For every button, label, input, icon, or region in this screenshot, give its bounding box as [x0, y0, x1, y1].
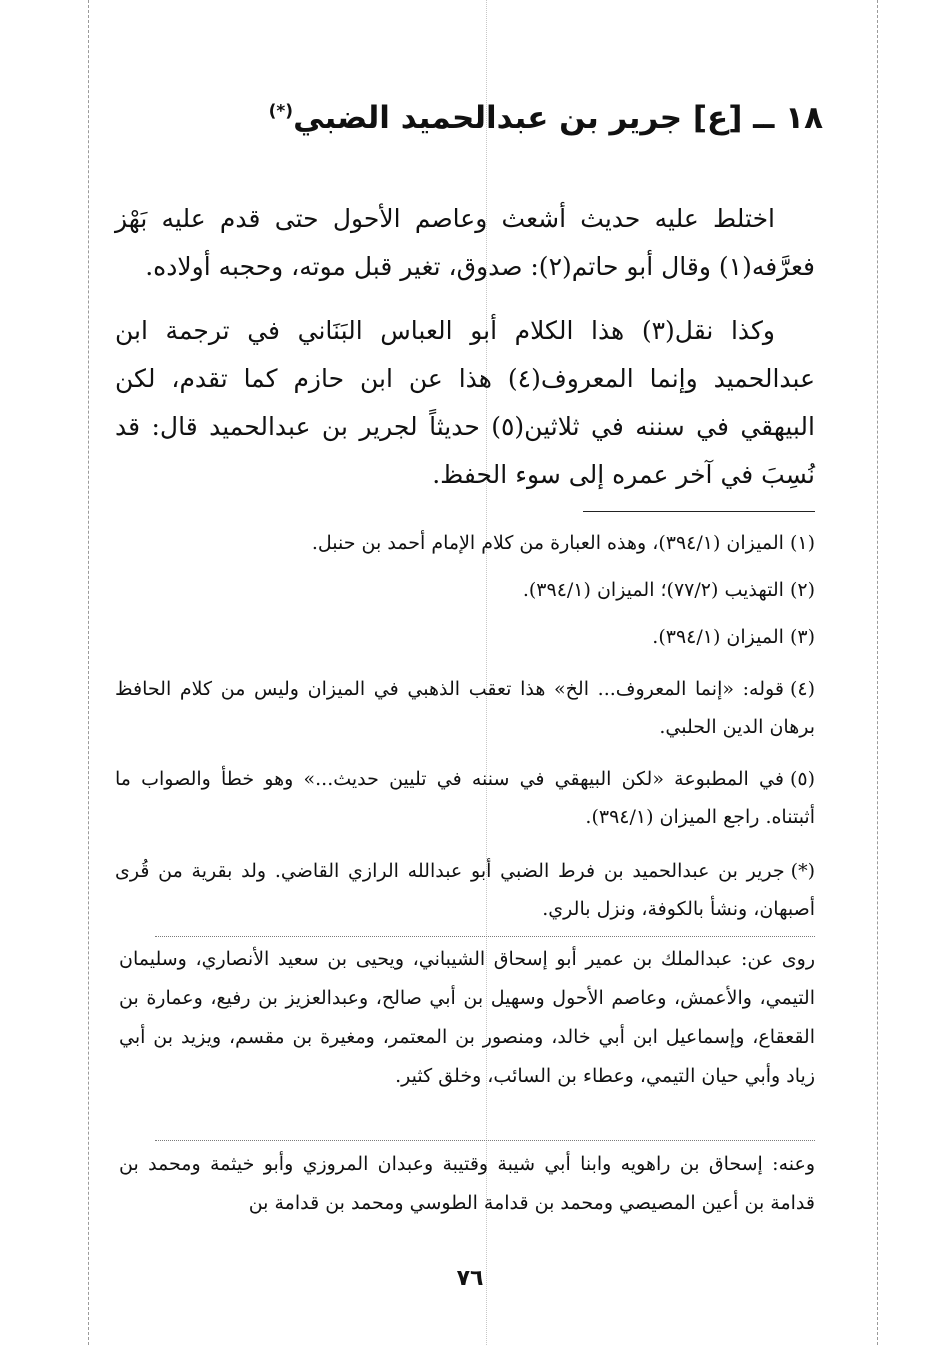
footnote-star	[115, 852, 815, 928]
page-number: ٧٦	[456, 1266, 484, 1291]
footnote-text: التهذيب (٧٧/٢)؛ الميزان (٣٩٤/١).	[522, 579, 784, 601]
narrated-by-text: وعنه: إسحاق بن راهويه وابنا أبي شيبة وقتيبة وعبدان المروزي وأبو خيثمة ومحمد بن قدامة بن أعين المصيصي ومحمد بن قدامة الطوسي ومحمد بن قدامة بن	[119, 1153, 815, 1214]
footnote-text: في المطبوعة «لكن البيهقي في سننه في تليين حديث...» وهو خطأ والصواب ما أثبتناه. راجع الميزان (٣٩٤/١).	[115, 768, 815, 828]
bio-separator	[155, 1140, 815, 1141]
narrated-from-block	[119, 940, 815, 1096]
body-paragraph-1	[115, 195, 815, 291]
entry-heading	[269, 100, 823, 136]
footnote-1	[115, 524, 815, 562]
footnote-separator	[583, 511, 815, 512]
footnote-number: (٥)	[789, 768, 815, 790]
paragraph-text: اختلط عليه حديث أشعث وعاصم الأحول حتى قدم عليه بَهْز فعرَّفه(١) وقال أبو حاتم(٢): صدوق، تغير قبل موته، وحجبه أولاده.	[115, 204, 815, 281]
footnote-4	[115, 670, 815, 746]
footnote-2	[115, 571, 815, 609]
narrated-by-block	[119, 1145, 815, 1223]
footnote-text: الميزان (٣٩٤/١).	[652, 626, 784, 648]
footnote-text: الميزان (٣٩٤/١)، وهذه العبارة من كلام الإمام أحمد بن حنبل.	[311, 532, 784, 554]
footnote-number: (*)	[790, 860, 815, 882]
entry-footnote-mark: (*)	[268, 101, 294, 122]
narrated-from-text: روى عن: عبدالملك بن عمير أبو إسحاق الشيباني، ويحيى بن سعيد الأنصاري، وسليمان التيمي، والأعمش، وعاصم الأحول وسهيل بن أبي صالح، وعبدالعزيز بن رفيع، وعمارة بن القعقاع، وإسماعيل ابن أبي خالد، ومنصور بن المعتمر، ومغيرة بن مقسم، ويزيد بن أبي زياد وأبي حيان التيمي، وعطاء بن السائب، وخلق كثير.	[119, 948, 815, 1087]
paragraph-text: وكذا نقل(٣) هذا الكلام أبو العباس البَنَاني في ترجمة ابن عبدالحميد وإنما المعروف(٤) هذا عن ابن حازم كما تقدم، لكن البيهقي في سننه في ثلاثين(٥) حديثاً لجرير بن عبدالحميد قال: قد نُسِبَ في آخر عمره إلى سوء الحفظ.	[115, 316, 815, 489]
footnote-number: (٣)	[789, 626, 815, 648]
footnote-text: جرير بن عبدالحميد بن فرط الضبي أبو عبدالله الرازي القاضي. ولد بقرية من قُرى أصبهان، ونشأ بالكوفة، ونزل بالري.	[115, 860, 815, 920]
footnote-3	[115, 618, 815, 656]
footnote-5	[115, 760, 815, 836]
entry-title: ١٨ ــ [ع] جرير بن عبدالحميد الضبي	[293, 100, 823, 136]
footnote-number: (٢)	[789, 579, 815, 601]
footnote-number: (٤)	[789, 678, 815, 700]
bio-separator	[155, 936, 815, 937]
body-paragraph-2	[115, 307, 815, 499]
footnote-text: قوله: «إنما المعروف... الخ» هذا تعقب الذهبي في الميزان وليس من كلام الحافظ برهان الدين الحلبي.	[115, 678, 815, 738]
footnote-number: (١)	[789, 532, 815, 554]
